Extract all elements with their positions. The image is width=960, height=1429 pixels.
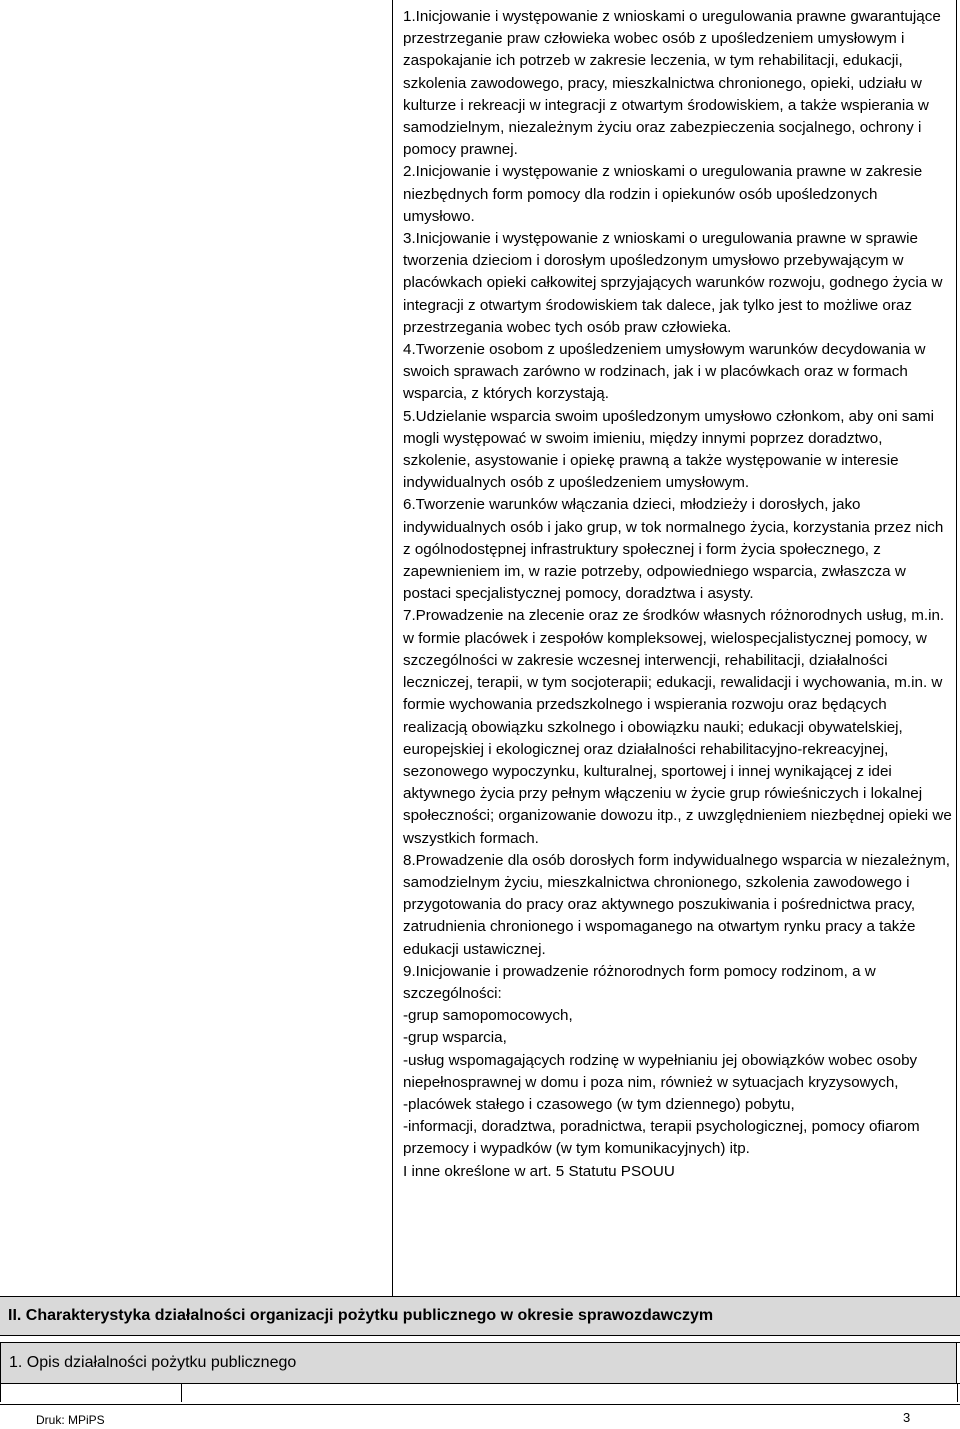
footer-page-number: 3	[903, 1410, 911, 1425]
table-border-tick-left	[0, 1384, 1, 1402]
subsection-1-right-cell	[956, 1343, 960, 1383]
section-ii-header	[0, 1296, 960, 1336]
statutory-goals-text: 1.Inicjowanie i występowanie z wnioskami o uregulowania prawne gwarantujące przestrzeganie praw człowieka wobec osób z upośledzeniem umysłowym i zaspokajanie ich potrzeb w zakresie leczenia, w tym rehabilitacji, edukacji, szkolenia zawodowego, pracy, mieszkalnictwa chronionego, opieki, udziału w kulturze i rekreacji w integracji z otwartym środowiskiem, a także wspierania w samodzielnym, niezależnym życiu oraz zabezpieczenia socjalnego, ochrony i pomocy prawnej. 2.Inicjowanie i występowanie z wnioskami o uregulowania prawne w zakresie niezbędnych form pomocy dla rodzin i opiekunów osób upośledzonych umysłowo. 3.Inicjowanie i występowanie z wnioskami o uregulowania prawne w sprawie tworzenia dzieciom i dorosłym upośledzonym umysłowo przebywającym w placówkach opieki całkowitej sprzyjających warunków rozwoju, godnego życia w integracji z otwartym środowiskiem tak dalece, jak tylko jest to możliwe oraz przestrzegania wobec tych osób praw człowieka. 4.Tworzenie osobom z upośledzeniem umysłowym warunków decydowania w swoich sprawach zarówno w rodzinach, jak i w placówkach oraz w formach wsparcia, z których korzystają. 5.Udzielanie wsparcia swoim upośledzonym umysłowo członkom, aby oni sami mogli występować w swoim imieniu, między innymi poprzez doradztwo, szkolenie, asystowanie i opiekę prawną a także występowanie w interesie indywidualnych osób z upośledzeniem umysłowym. 6.Tworzenie warunków włączania dzieci, młodzieży i dorosłych, jako indywidualnych osób i jako grup, w tok normalnego życia, korzystania przez nich z ogólnodostępnej infrastruktury społecznej i form życia społecznego, z zapewnieniem im, w razie potrzeby, odpowiedniego wsparcia, zwłaszcza w postaci specjalistycznej pomocy, doradztwa i asysty. 7.Prowadzenie na zlecenie oraz ze środków własnych różnorodnych usług, m.in. w formie placówek i zespołów kompleksowej, wielospecjalistycznej pomocy, w szczególności w zakresie wczesnej interwencji, rehabilitacji, działalności leczniczej, terapii, w tym socjoterapii; edukacji, rewalidacji i wychowania, m.in. w formie wychowania przedszkolnego i wspierania rozwoju oraz będących realizacją obowiązku szkolnego i obowiązku nauki; edukacji obywatelskiej, europejskiej i ekologicznej oraz działalności rehabilitacyjno-rekreacyjnej, sezonowego wypoczynku, kulturalnej, sportowej i innej wynikającej z idei aktywnego życia przy pełnym włączeniu w życie grup rówieśniczych i lokalnej społeczności; organizowanie dowozu itp., z uwzględnieniem niezbędnej opieki we wszystkich formach. 8.Prowadzenie dla osób dorosłych form indywidualnego wsparcia w niezależnym, samodzielnym życiu, mieszkalnictwa chronionego, szkolenia zawodowego i przygotowania do pracy oraz aktywnego poszukiwania i pośrednictwa pracy, zatrudnienia chronionego i wspomaganego na otwartym rynku pracy a także edukacji ustawicznej. 9.Inicjowanie i prowadzenie różnorodnych form pomocy rodzinom, a w szczególności: -grup samopomocowych, -grup wsparcia, -usług wspomagających rodzinę w wypełnianiu jej obowiązków wobec osoby niepełnosprawnej w domu i poza nim, również w sytuacjach kryzysowych, -placówek stałego i czasowego (w tym dziennego) pobytu, -informacji, doradztwa, poradnictwa, terapii psychologicznej, pomocy ofiarom przemocy i wypadków (w tym komunikacyjnych) itp. I inne określone w art. 5 Statutu PSOUU	[403, 8, 952, 1180]
subsection-1-title: 1. Opis działalności pożytku publicznego	[9, 1354, 297, 1371]
table-continuation-row	[0, 1384, 960, 1402]
table-border-tick-right	[957, 1384, 958, 1402]
subsection-1-header	[0, 1342, 960, 1384]
table-border-tick-middle	[181, 1384, 182, 1402]
footer-printer-label: Druk: MPiPS	[36, 1413, 105, 1427]
section-ii-title: II. Charakterystyka działalności organizacji pożytku publicznego w okresie sprawozdawczym	[8, 1307, 714, 1324]
subsection-1-label-cell	[1, 1343, 956, 1383]
footer-divider	[0, 1404, 960, 1405]
statutory-goals-cell	[392, 0, 957, 1296]
